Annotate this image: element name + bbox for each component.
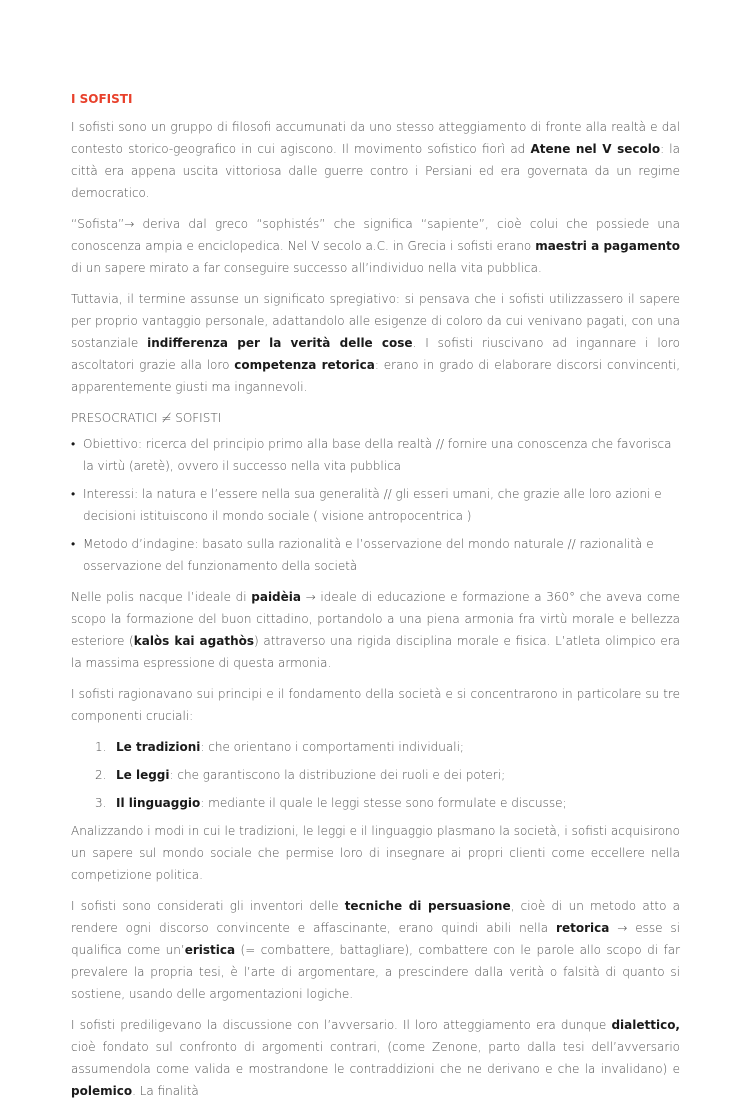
paragraph-spregiativo: Tuttavia, il termine assunse un significato spregiativo: si pensava che i sofisti utilizzassero il sapere per proprio vantaggio personale, adattandolo alle esigenze di coloro da cui venivano pagati, con una sostanziale indifferenza per la verità delle cose. I sofisti riuscivano ad ingannare i loro ascoltatori grazie alla loro competenza retorica: erano in grado di elaborare discorsi convincenti, apparentemente giusti ma ingannevoli. — [71, 292, 681, 394]
bold-retorica: retorica — [556, 921, 610, 935]
comparison-heading: PRESOCRATICI ≠ SOFISTI — [71, 411, 222, 425]
paragraph-analisi: Analizzando i modi in cui le tradizioni, le leggi e il linguaggio plasmano la società, i sofisti acquisirono un sapere sul mondo sociale che permise loro di insegnare ai propri clienti come eccellere nella competizione politica. — [71, 824, 680, 882]
list-item: • Obiettivo: ricerca del principio primo alla base della realtà // fornire una conoscenza che favorisca la virtù (aretè), ovvero il successo nella vita pubblica — [71, 437, 672, 473]
bold-dialettico: dialettico, — [611, 1018, 680, 1032]
bold-eristica: eristica — [184, 943, 236, 957]
list-item: • Metodo d’indagine: basato sulla razionalità e l’osservazione del mondo naturale // razionalità e osservazione del funzionamento della società — [71, 537, 654, 573]
paragraph-intro: I sofisti sono un gruppo di filosofi accumunati da uno stesso atteggiamento di fronte alla realtà e dal contesto storico-geografico in cui agiscono. Il movimento sofistico fiorì ad Atene nel V secolo: la città era appena uscita vittoriosa dalle guerre contro i Persiani ed era governata da un regime democratico. — [71, 120, 680, 200]
bold-maestri: maestri a pagamento — [535, 239, 680, 253]
components-list — [71, 736, 680, 814]
bold-kalos: kalòs kai agathòs — [133, 634, 255, 648]
bold-paideia: paidèia — [251, 590, 301, 604]
paragraph-paideia: Nelle polis nacque l’ideale di paidèia → ideale di educazione e formazione a 360° che aveva come scopo la formazione del buon cittadino, portandolo a una piena armonia fra virtù morale e bellezza esteriore (kalòs kai agathòs) attraverso una rigida disciplina morale e fisica. L’atleta olimpico era la massima espressione di questa armonia. — [71, 590, 681, 670]
list-item: 1. Le tradizioni: che orientano i comportamenti individuali; — [95, 740, 464, 754]
list-item: • Interessi: la natura e l’essere nella sua generalità // gli esseri umani, che grazie alle loro azioni e decisioni istituiscono il mondo sociale ( visione antropocentrica ) — [71, 487, 662, 523]
bold-tecniche: tecniche di persuasione — [344, 899, 511, 913]
comparison-list — [71, 433, 680, 577]
paragraph-principi: I sofisti ragionavano sui principi e il fondamento della società e si concentrarono in particolare su tre componenti cruciali: — [71, 687, 680, 723]
document-title: I SOFISTI — [71, 92, 133, 106]
bold-retorica-competenza: competenza retorica — [234, 358, 375, 372]
bold-indifferenza: indifferenza per la verità delle cose — [147, 336, 413, 350]
bold-atene: Atene nel V secolo — [530, 142, 661, 156]
list-item: 3. Il linguaggio: mediante il quale le leggi stesse sono formulate e discusse; — [95, 796, 567, 810]
paragraph-sofista-definition: “Sofista”→ deriva dal greco “sophistés” che significa “sapiente”, cioè colui che possiede una conoscenza ampia e enciclopedica. Nel V secolo a.C. in Grecia i sofisti erano maestri a pagamento di un sapere mirato a far conseguire successo all’individuo nella vita pubblica. — [71, 217, 680, 275]
paragraph-persuasione: I sofisti sono considerati gli inventori delle tecniche di persuasione, cioè di un metodo atto a rendere ogni discorso convincente e affascinante, erano quindi abili nella retorica → esse si qualifica come un’eristica (= combattere, battagliare), combattere con le parole allo scopo di far prevalere la propria tesi, è l’arte di argomentare, a prescindere dalla verità o falsità di quanto si sostiene, usando delle argomentazioni logiche. — [71, 899, 681, 1001]
paragraph-dialettica: I sofisti prediligevano la discussione con l’avversario. Il loro atteggiamento era dunque dialettico, cioè fondato sul confronto di argomenti contrari, (come Zenone, parto dalla tesi dell’avversario assumendola come valida e mostrandone le contraddizioni che ne derivano e che la invalidano) e polemico. La finalità — [71, 1018, 680, 1098]
bold-polemico: polemico — [71, 1084, 133, 1098]
list-item: 2. Le leggi: che garantiscono la distribuzione dei ruoli e dei poteri; — [95, 768, 506, 782]
